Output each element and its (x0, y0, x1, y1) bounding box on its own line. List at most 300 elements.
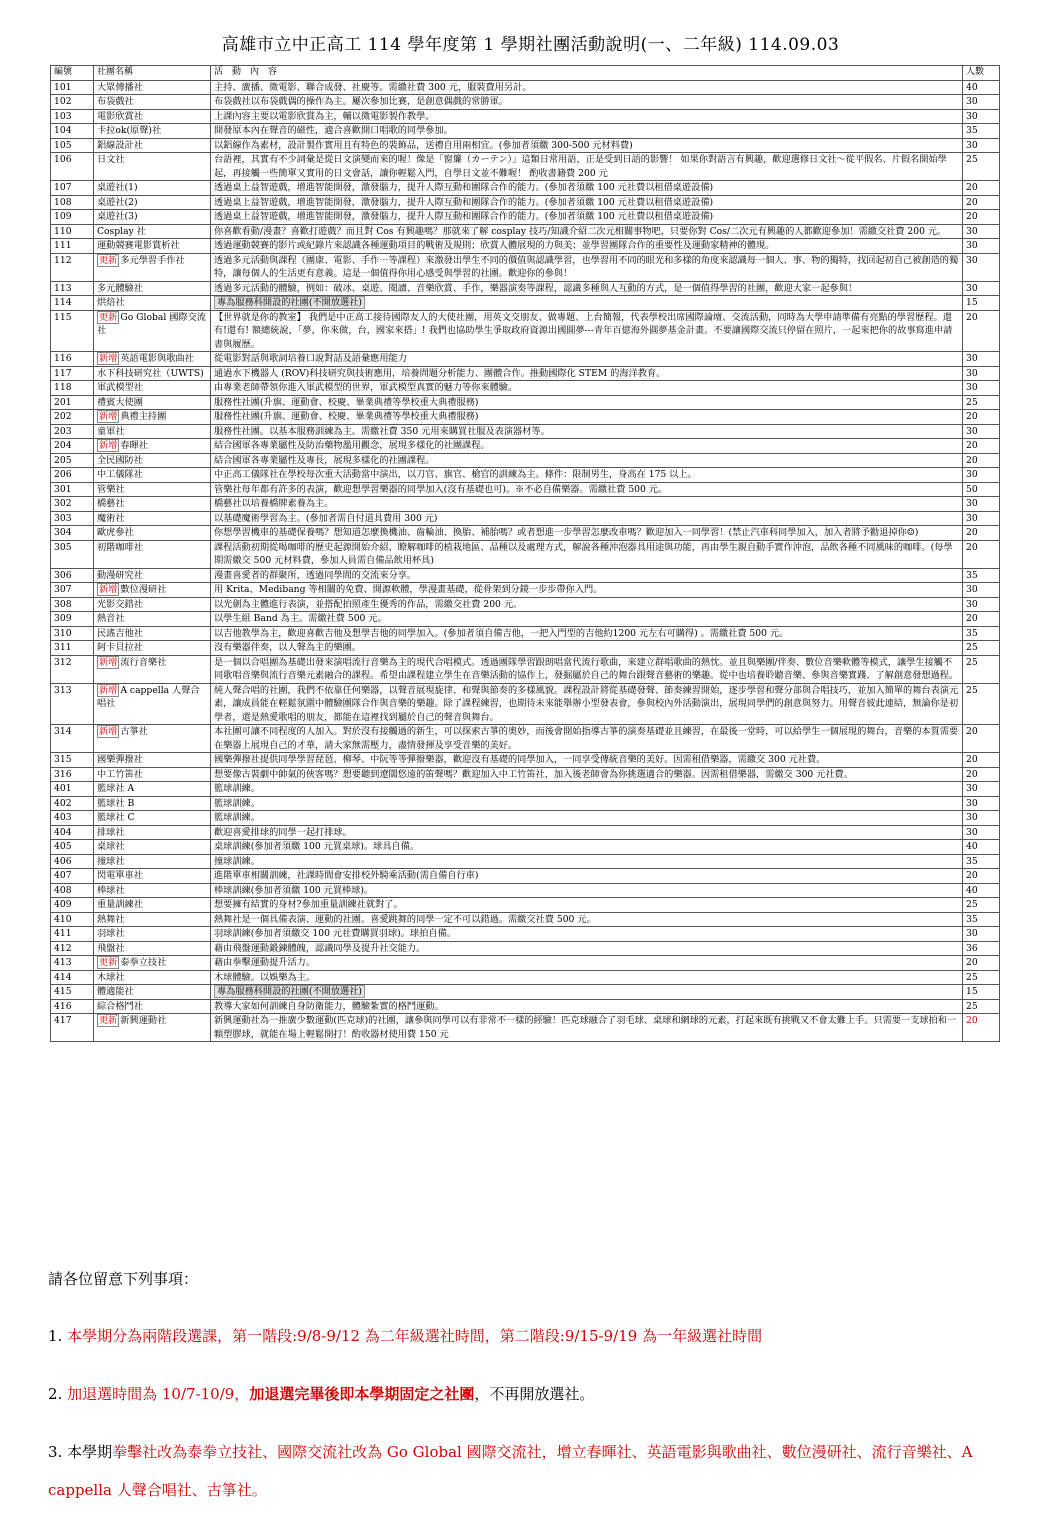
club-id: 206 (54, 469, 72, 480)
cell-name (94, 583, 211, 598)
table-row (51, 424, 1000, 439)
cell-id (51, 253, 94, 281)
cell-content (211, 612, 963, 627)
cell-count (963, 381, 1000, 396)
cell-count (963, 124, 1000, 139)
table-row (51, 181, 1000, 196)
cell-content (211, 439, 963, 454)
cell-count (963, 239, 1000, 254)
cell-count (963, 352, 1000, 367)
club-name: 木球社 (97, 971, 125, 983)
club-capacity: 30 (966, 254, 978, 266)
cell-id (51, 439, 94, 454)
club-description: 透過桌上益智遊戲，增進智能開發，激發腦力，提升人際互動和團隊合作的能力。(參加者須繳 100 元社費以租借桌遊設備) (214, 196, 714, 208)
club-description: 透過多元活動的體驗，例如：破冰、桌遊、閱讀、音樂欣賞、手作，樂器演奏等課程，認識多種與人互動的方式，是一個值得學習的社團，歡迎大家一起參與！ (214, 282, 858, 294)
cell-content (211, 195, 963, 210)
cell-count (963, 796, 1000, 811)
cell-name (94, 181, 211, 196)
club-id: 110 (54, 225, 72, 237)
table-row (51, 597, 1000, 612)
club-id: 307 (54, 584, 72, 595)
cell-id (51, 195, 94, 210)
club-name: 英語電影與歌曲社 (120, 353, 194, 364)
cell-count (963, 511, 1000, 526)
cell-name (94, 626, 211, 641)
cell-name (94, 153, 211, 181)
cell-content (211, 999, 963, 1014)
cell-id (51, 927, 94, 942)
table-row (51, 352, 1000, 367)
club-capacity: 30 (966, 96, 978, 107)
note-text: 拳擊社改為泰拳立技社、國際交流社改為 Go Global 國際交流社，增立春暉社、英語電影與歌曲社、數位漫研社、流行音樂社、A cappella 人聲合唱社、古箏社。 (48, 1443, 973, 1499)
club-capacity: 20 (966, 182, 978, 193)
club-description: 歡迎喜愛排球的同學一起打排球。 (214, 826, 352, 838)
cell-count (963, 840, 1000, 855)
cell-count (963, 641, 1000, 656)
table-row (51, 153, 1000, 181)
note-number: 3. (48, 1443, 63, 1461)
club-id: 308 (54, 598, 72, 610)
table-row (51, 210, 1000, 225)
cell-count (963, 956, 1000, 971)
cell-content (211, 840, 963, 855)
cell-id (51, 597, 94, 612)
club-capacity: 20 (966, 768, 978, 780)
cell-content (211, 985, 963, 1000)
club-description: 通過水下機器人 (ROV)科技研究與技術應用，培養問題分析能力、團體合作。推動國際化 STEM 的海洋教育。 (214, 367, 666, 379)
cell-count (963, 366, 1000, 381)
club-id: 107 (54, 182, 72, 193)
notes-heading: 請各位留意下列事項： (48, 1270, 199, 1288)
club-name: 羽球社 (97, 928, 125, 939)
club-name: 歐虎參社 (97, 527, 134, 538)
table-row (51, 568, 1000, 583)
table-row (51, 725, 1000, 753)
cell-count (963, 410, 1000, 425)
club-description: 撞球訓練。 (214, 855, 260, 867)
cell-id (51, 281, 94, 296)
table-row (51, 999, 1000, 1014)
cell-id (51, 210, 94, 225)
cell-count (963, 825, 1000, 840)
table-row (51, 439, 1000, 454)
club-id: 111 (54, 240, 72, 251)
club-id: 313 (54, 684, 72, 696)
header-count: 人數 (963, 66, 1000, 81)
club-capacity: 30 (966, 240, 978, 251)
cell-count (963, 281, 1000, 296)
club-name: 棒球社 (97, 884, 125, 896)
header-content: 活 動 內 容 (211, 66, 963, 81)
cell-content (211, 597, 963, 612)
status-badge: 新增 (99, 440, 118, 451)
cell-content (211, 210, 963, 225)
cell-content (211, 782, 963, 797)
cell-content (211, 526, 963, 541)
cell-count (963, 912, 1000, 927)
cell-name (94, 195, 211, 210)
club-id: 414 (54, 971, 72, 983)
club-id: 405 (54, 841, 72, 852)
club-description: 藉由拳擊運動提升活力。 (214, 957, 316, 968)
cell-count (963, 883, 1000, 898)
cell-count (963, 583, 1000, 598)
table-row (51, 124, 1000, 139)
club-name: A cappella 人聲合唱社 (97, 684, 200, 709)
cell-id (51, 898, 94, 913)
club-capacity: 30 (966, 797, 978, 809)
club-name: 初階咖啡社 (97, 541, 143, 553)
cell-content (211, 1014, 963, 1042)
club-name: 籃球社 B (97, 797, 135, 809)
cell-content (211, 970, 963, 985)
status-badge: 新增 (99, 584, 118, 595)
club-capacity: 50 (966, 483, 978, 495)
club-name: 桌遊社(2) (97, 196, 138, 208)
cell-content (211, 927, 963, 942)
cell-name (94, 381, 211, 396)
club-id: 103 (54, 110, 72, 122)
cell-name (94, 883, 211, 898)
club-description: 【世界就是你的教室】 我們是中正高工接待國際友人的大使社團，用英文交朋友、做專題、上台簡報，代表學校出席國際論壇、交流活動，同時為大學申請準備有亮點的學習歷程。還有!還有! 額總統說，「夢，你來做，台，國家來搭」! 我們也協助學生爭取政府資源出國圓夢---青年百億海外圓夢基金計畫。不要讓國際交流只停留在照片，一起來把你的故事寫進申請書與履歷。 (214, 311, 953, 350)
table-row (51, 883, 1000, 898)
cell-id (51, 811, 94, 826)
cell-content (211, 482, 963, 497)
club-name: 籃球社 C (97, 812, 135, 823)
table-row (51, 956, 1000, 971)
cell-content (211, 796, 963, 811)
club-name: 排球社 (97, 826, 125, 838)
club-capacity: 36 (966, 942, 978, 954)
club-description: 新興運動社為一推廣少數運動(匹克球)的社團，讓參與同學可以有非常不一樣的經驗！匹克球融合了羽毛球、桌球和網球的元素，打起來既有挑戰又不會太難上手。只需要一支球拍和一顆塑膠球，就能在場上輕鬆開打！酌收器材使用費 150 元 (214, 1015, 957, 1040)
club-description: 服務性社團(升旗、運動會、校慶、畢業典禮等學校重大典禮服務) (214, 396, 479, 408)
cell-content (211, 655, 963, 683)
club-capacity: 30 (966, 826, 978, 838)
club-description: 進階單車相關訓練，社課時間會安排校外騎乘活動(需自備自行車) (214, 870, 479, 881)
cell-content (211, 683, 963, 725)
cell-name (94, 912, 211, 927)
cell-content (211, 253, 963, 281)
club-capacity: 25 (966, 684, 978, 696)
club-description: 橋藝社以培養橋牌素養為主。 (214, 498, 334, 509)
cell-name (94, 80, 211, 95)
cell-content (211, 352, 963, 367)
club-description: 從電影對話與歌詞培養口說對話及語彙應用能力 (214, 353, 407, 364)
club-id: 417 (54, 1015, 72, 1026)
club-description: 以學生組 Band 為主。需繳社費 500 元。 (214, 613, 387, 624)
cell-id (51, 296, 94, 311)
cell-name (94, 109, 211, 124)
cell-id (51, 999, 94, 1014)
cell-id (51, 540, 94, 568)
table-row (51, 854, 1000, 869)
club-name: 體適能社 (97, 986, 134, 997)
cell-count (963, 626, 1000, 641)
status-badge: 新增 (99, 411, 118, 422)
cell-content (211, 956, 963, 971)
table-row (51, 468, 1000, 483)
cell-id (51, 869, 94, 884)
club-id: 315 (54, 754, 72, 765)
cell-content (211, 883, 963, 898)
club-capacity: 35 (966, 913, 978, 925)
club-name: 熱音社 (97, 613, 125, 624)
cell-id (51, 782, 94, 797)
club-id: 118 (54, 382, 72, 393)
cell-id (51, 583, 94, 598)
club-capacity: 30 (966, 928, 978, 939)
note-pre-text: 本學期 (67, 1443, 113, 1461)
club-description: 布袋戲社以布袋戲偶的操作為主。屢次參加比賽，是創意偶戲的常勝軍。 (214, 96, 508, 107)
clubs-table (50, 65, 1000, 1042)
status-badge: 更新 (99, 1015, 118, 1026)
cell-id (51, 381, 94, 396)
club-description: 你想學習機車的基礎保養嗎？想知道怎麼換機油、齒輪油、換胎、補胎嗎？或者想進一步學習怎麼改車嗎？歡迎加入一同學習！(禁止汽車科同學加入，加入者將予勸退掉你☺) (214, 527, 919, 538)
club-capacity: 25 (966, 656, 978, 668)
cell-id (51, 526, 94, 541)
cell-count (963, 109, 1000, 124)
club-name: 中工儀隊社 (97, 469, 143, 480)
cell-count (963, 597, 1000, 612)
cell-name (94, 999, 211, 1014)
cell-content (211, 424, 963, 439)
cell-id (51, 95, 94, 110)
cell-name (94, 796, 211, 811)
cell-count (963, 224, 1000, 239)
club-id: 412 (54, 942, 72, 954)
cell-name (94, 1014, 211, 1042)
cell-id (51, 482, 94, 497)
club-id: 201 (54, 396, 72, 408)
status-badge: 更新 (99, 254, 118, 266)
cell-content (211, 381, 963, 396)
table-row (51, 840, 1000, 855)
table-row (51, 511, 1000, 526)
table-row (51, 109, 1000, 124)
club-name: 綜合格鬥社 (97, 1000, 143, 1012)
cell-content (211, 153, 963, 181)
club-capacity: 30 (966, 425, 978, 437)
cell-count (963, 424, 1000, 439)
cell-content (211, 109, 963, 124)
cell-count (963, 970, 1000, 985)
club-capacity: 30 (966, 367, 978, 379)
cell-content (211, 281, 963, 296)
club-description: 籃球訓練。 (214, 783, 260, 794)
cell-id (51, 655, 94, 683)
highlight-note: 專為服務科開設的社團(不開放選社) (214, 985, 365, 998)
club-id: 311 (54, 642, 72, 653)
table-row (51, 898, 1000, 913)
club-capacity: 40 (966, 841, 978, 852)
club-name: 電影欣賞社 (97, 110, 143, 122)
table-row (51, 381, 1000, 396)
club-name: 桌遊社(1) (97, 182, 138, 193)
cell-id (51, 424, 94, 439)
cell-count (963, 296, 1000, 311)
club-capacity: 20 (966, 1015, 978, 1026)
club-description: 想要像古裝劇中帥氣的俠客嗎？想要聽到遼闊悠遠的笛聲嗎？歡迎加入中工竹笛社，加入後老師會為你挑選適合的樂器。因需租借樂器，需繳交 300 元社費。 (214, 768, 853, 780)
cell-name (94, 511, 211, 526)
cell-content (211, 753, 963, 768)
cell-count (963, 439, 1000, 454)
cell-content (211, 540, 963, 568)
cell-content (211, 410, 963, 425)
club-name: 新興運動社 (120, 1015, 167, 1026)
cell-name (94, 540, 211, 568)
cell-count (963, 138, 1000, 153)
club-id: 102 (54, 96, 72, 107)
cell-id (51, 410, 94, 425)
club-name: 閃電單車社 (97, 870, 143, 881)
cell-count (963, 612, 1000, 627)
cell-name (94, 410, 211, 425)
club-capacity: 25 (966, 396, 978, 408)
club-description: 漫畫喜愛者的群聚所，透過同學間的交流來分享。 (214, 569, 417, 581)
cell-content (211, 583, 963, 598)
club-description: 透過運動競賽的影片或紀錄片來認識各種運動項目的戰術及規則；欣賞人體展現的力與美；並學習團隊合作的重要性及運動家精神的體現。 (214, 240, 775, 251)
cell-id (51, 153, 94, 181)
club-id: 409 (54, 899, 72, 910)
cell-id (51, 626, 94, 641)
table-row (51, 239, 1000, 254)
club-name: 禮賓大使團 (97, 396, 143, 408)
table-row (51, 395, 1000, 410)
cell-id (51, 395, 94, 410)
cell-id (51, 366, 94, 381)
table-row (51, 253, 1000, 281)
cell-id (51, 956, 94, 971)
club-description: 純人聲合唱的社團，我們不依靠任何樂器，以聲音展現旋律、和聲與節奏的多樣風貌。課程設計將從基礎發聲、節奏練習開始，逐步學習和聲分部與合唱技巧，並加入簡單的舞台表演元素，讓成員能在輕鬆氛圍中體驗團隊合作與音樂的樂趣。除了課程練習，也期待未來能舉辦小型發表會，參與校內外活動演出，展現同學們的創意與努力。用聲音彼此連結，無論你是初學者，還是熱愛歌唱的朋友，都能在這裡找到屬於自己的聲音與舞台。 (214, 684, 959, 723)
cell-id (51, 352, 94, 367)
cell-name (94, 253, 211, 281)
table-row (51, 540, 1000, 568)
club-id: 411 (54, 928, 72, 939)
table-row (51, 296, 1000, 311)
table-row (51, 753, 1000, 768)
table-row (51, 985, 1000, 1000)
club-id: 115 (54, 311, 72, 323)
club-description: 藉由飛盤運動鍛鍊體魄，認識同學及提升社交能力。 (214, 942, 426, 954)
cell-id (51, 80, 94, 95)
cell-name (94, 281, 211, 296)
cell-count (963, 683, 1000, 725)
cell-id (51, 753, 94, 768)
cell-count (963, 210, 1000, 225)
club-name: 橋藝社 (97, 498, 125, 509)
status-badge: 更新 (99, 957, 118, 968)
club-name: 阿卡貝拉社 (97, 642, 143, 653)
cell-count (963, 310, 1000, 352)
cell-content (211, 898, 963, 913)
note-item-1 (48, 1317, 1018, 1355)
club-capacity: 20 (966, 613, 978, 624)
cell-id (51, 453, 94, 468)
club-name: 古箏社 (120, 726, 148, 737)
page-title: 高雄市立中正高工 114 學年度第 1 學期社團活動說明(一、二年級) 114.09.03 (221, 35, 840, 55)
cell-id (51, 568, 94, 583)
club-name: 動漫研究社 (97, 569, 143, 581)
club-description: 教導大家如何訓練自身防衛能力，體驗紮實的格鬥運動。 (214, 1000, 444, 1012)
club-capacity: 35 (966, 855, 978, 867)
club-id: 314 (54, 726, 72, 737)
club-capacity: 30 (966, 382, 978, 393)
cell-id (51, 854, 94, 869)
club-description: 主持、廣播、微電影、聯合成發、社慶等。需繳社費 300 元，服裝費用另計。 (214, 81, 532, 93)
club-description: 透過多元活動與課程（團康、電影、手作⋯等課程）來激發出學生不同的價值與認識學習，也學習用不同的眼光和多樣的角度來認識每一個人、事、物的獨特，找回起初自己被創造的獨特，讓每個人的生活更有意義。這是一個值得你用心感受與學習的社團。歡迎你的參與！ (214, 254, 959, 279)
club-name: 運動競賽電影賞析社 (97, 240, 180, 251)
cell-name (94, 898, 211, 913)
cell-name (94, 210, 211, 225)
note-number: 1. (48, 1327, 63, 1345)
cell-count (963, 767, 1000, 782)
cell-count (963, 497, 1000, 512)
club-capacity: 30 (966, 225, 978, 237)
table-row (51, 683, 1000, 725)
club-id: 101 (54, 81, 72, 93)
cell-name (94, 683, 211, 725)
cell-content (211, 366, 963, 381)
club-id: 114 (54, 297, 72, 308)
cell-id (51, 224, 94, 239)
club-capacity: 20 (966, 440, 978, 451)
cell-content (211, 181, 963, 196)
cell-name (94, 497, 211, 512)
club-name: 民謠吉他社 (97, 627, 143, 639)
club-capacity: 20 (966, 527, 978, 538)
club-description: 沒有樂器伴奏，以人聲為主的樂團。 (214, 642, 361, 653)
club-capacity: 20 (966, 211, 978, 222)
cell-id (51, 883, 94, 898)
cell-count (963, 655, 1000, 683)
club-id: 202 (54, 411, 72, 422)
club-capacity: 35 (966, 125, 978, 136)
club-description: 羽球訓練(參加者須繳交 100 元社費購買羽球)。球拍自備。 (214, 928, 456, 939)
cell-count (963, 253, 1000, 281)
club-id: 312 (54, 656, 72, 668)
table-row (51, 782, 1000, 797)
notes-section (48, 1268, 1018, 1529)
club-id: 306 (54, 569, 72, 581)
cell-count (963, 526, 1000, 541)
table-row (51, 767, 1000, 782)
cell-name (94, 239, 211, 254)
note-tail-text: ，不再開放選社。 (474, 1385, 595, 1403)
table-row (51, 80, 1000, 95)
cell-name (94, 725, 211, 753)
cell-content (211, 95, 963, 110)
cell-name (94, 825, 211, 840)
cell-count (963, 985, 1000, 1000)
cell-content (211, 811, 963, 826)
cell-name (94, 612, 211, 627)
club-id: 112 (54, 254, 72, 266)
cell-content (211, 80, 963, 95)
club-description: 透過桌上益智遊戲，增進智能開發，激發腦力，提升人際互動和團隊合作的能力。(參加者須繳 100 元社費以租借桌遊設備) (214, 182, 714, 193)
cell-id (51, 239, 94, 254)
cell-content (211, 224, 963, 239)
cell-content (211, 869, 963, 884)
cell-count (963, 753, 1000, 768)
club-description: 結合國軍各專業屬性及專長，展現多樣化的社團課程。 (214, 454, 435, 466)
cell-id (51, 725, 94, 753)
club-description: 以吉他教學為主，歡迎喜歡吉他及想學吉他的同學加入。(參加者須自備吉他，一把入門型的吉他約1200 元左右可購得) 。需繳社費 500 元。 (214, 627, 789, 639)
cell-name (94, 767, 211, 782)
club-capacity: 30 (966, 139, 978, 151)
club-description: 以基礎魔術學習為主。(參加者需自付道具費用 300 元) (214, 512, 438, 524)
cell-id (51, 985, 94, 1000)
club-id: 401 (54, 783, 72, 794)
